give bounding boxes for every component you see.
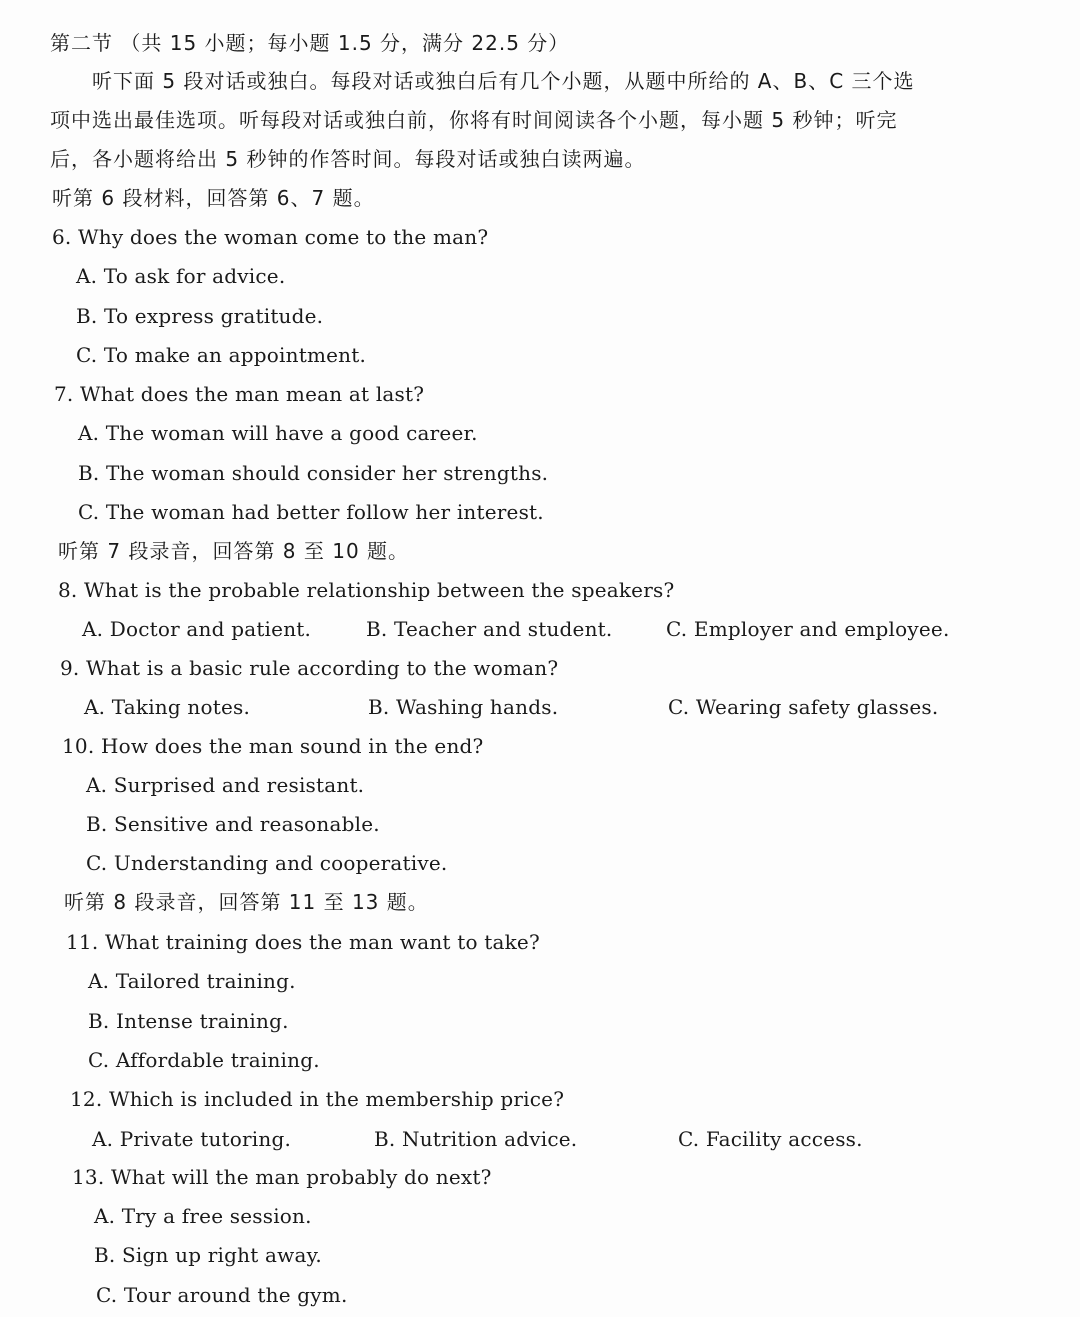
question-12-option-b: B. Nutrition advice. xyxy=(374,1127,578,1151)
question-12-option-c: C. Facility access. xyxy=(678,1127,863,1151)
question-7-option-b: B. The woman should consider her strengths. xyxy=(78,461,549,485)
instructions-line-1: 听下面 5 段对话或独白。每段对话或独白后有几个小题，从题中所给的 A、B、C 三个选 xyxy=(92,69,915,93)
question-13-option-a: A. Try a free session. xyxy=(94,1204,312,1228)
question-8-option-c: C. Employer and employee. xyxy=(666,617,950,641)
question-stem-11: 11. What training does the man want to take? xyxy=(66,930,540,954)
instructions-line-2: 项中选出最佳选项。听每段对话或独白前，你将有时间阅读各个小题，每小题 5 秒钟；听完 xyxy=(50,108,898,132)
question-stem-12: 12. Which is included in the membership price? xyxy=(70,1087,565,1111)
question-9-option-b: B. Washing hands. xyxy=(368,695,559,719)
group-heading-1: 听第 6 段材料，回答第 6、7 题。 xyxy=(52,186,375,210)
question-stem-13: 13. What will the man probably do next? xyxy=(72,1165,492,1189)
question-stem-6: 6. Why does the woman come to the man? xyxy=(52,225,489,249)
question-7-option-c: C. The woman had better follow her interest. xyxy=(78,500,544,524)
question-stem-8: 8. What is the probable relationship between the speakers? xyxy=(58,578,675,602)
question-10-option-a: A. Surprised and resistant. xyxy=(86,773,365,797)
question-13-option-b: B. Sign up right away. xyxy=(94,1243,322,1267)
question-10-option-b: B. Sensitive and reasonable. xyxy=(86,812,380,836)
question-11-option-c: C. Affordable training. xyxy=(88,1048,320,1072)
question-6-option-b: B. To express gratitude. xyxy=(76,304,324,328)
group-heading-2: 听第 7 段录音，回答第 8 至 10 题。 xyxy=(58,539,410,563)
question-12-option-a: A. Private tutoring. xyxy=(92,1127,292,1151)
group-heading-3: 听第 8 段录音，回答第 11 至 13 题。 xyxy=(64,890,429,914)
question-7-option-a: A. The woman will have a good career. xyxy=(78,421,478,445)
question-13-option-c: C. Tour around the gym. xyxy=(96,1283,348,1307)
question-stem-7: 7. What does the man mean at last? xyxy=(54,382,425,406)
question-9-option-c: C. Wearing safety glasses. xyxy=(668,695,939,719)
question-8-option-a: A. Doctor and patient. xyxy=(82,617,312,641)
question-6-option-c: C. To make an appointment. xyxy=(76,343,367,367)
question-stem-10: 10. How does the man sound in the end? xyxy=(62,734,484,758)
question-stem-9: 9. What is a basic rule according to the woman? xyxy=(60,656,559,680)
question-8-option-b: B. Teacher and student. xyxy=(366,617,613,641)
question-9-option-a: A. Taking notes. xyxy=(84,695,251,719)
question-6-option-a: A. To ask for advice. xyxy=(76,264,286,288)
section-header: 第二节 （共 15 小题；每小题 1.5 分，满分 22.5 分） xyxy=(50,31,570,55)
question-11-option-b: B. Intense training. xyxy=(88,1009,289,1033)
question-11-option-a: A. Tailored training. xyxy=(88,969,296,993)
question-10-option-c: C. Understanding and cooperative. xyxy=(86,851,448,875)
instructions-line-3: 后，各小题将给出 5 秒钟的作答时间。每段对话或独白读两遍。 xyxy=(50,147,646,171)
